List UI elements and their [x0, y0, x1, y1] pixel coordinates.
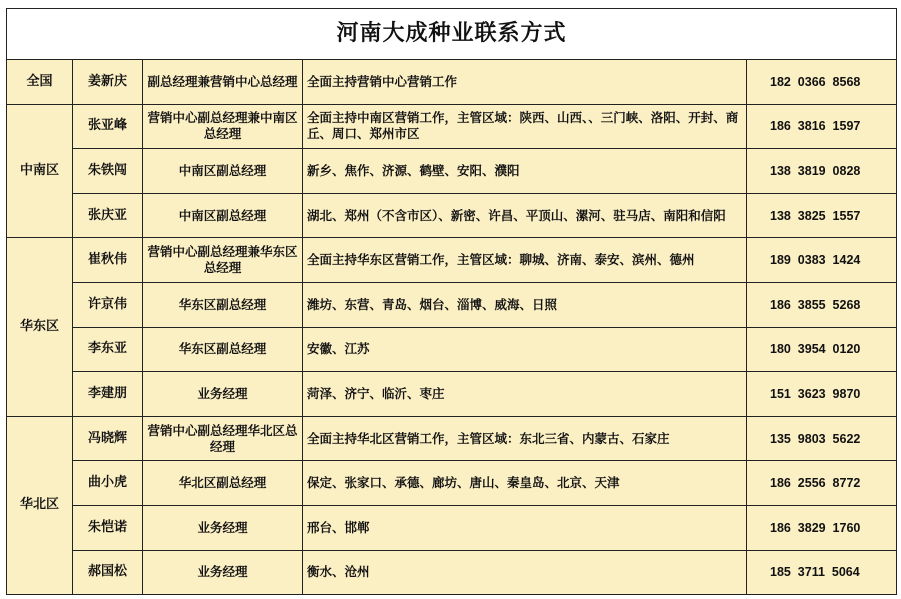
table-row — [7, 238, 897, 283]
contact-phone: 186 3829 1760 — [747, 505, 897, 550]
table-row — [7, 149, 897, 194]
contact-duty: 保定、张家口、承德、廊坊、唐山、秦皇岛、北京、天津 — [303, 461, 747, 506]
contact-table — [6, 8, 897, 595]
contact-phone: 151 3623 9870 — [747, 372, 897, 417]
contact-position: 华东区副总经理 — [143, 282, 303, 327]
contact-name: 曲小虎 — [73, 461, 143, 506]
table-row — [7, 327, 897, 372]
contact-phone: 180 3954 0120 — [747, 327, 897, 372]
contact-phone: 135 9803 5622 — [747, 416, 897, 461]
contact-name: 冯晓辉 — [73, 416, 143, 461]
region-cell: 中南区 — [7, 104, 73, 238]
contact-duty: 全面主持中南区营销工作，主管区域：陕西、山西、、三门峡、洛阳、开封、商丘、周口、郑州市区 — [303, 104, 747, 149]
contact-duty: 安徽、江苏 — [303, 327, 747, 372]
contact-duty: 全面主持华东区营销工作，主管区域：聊城、济南、泰安、滨州、德州 — [303, 238, 747, 283]
contact-position: 营销中心副总经理兼中南区总经理 — [143, 104, 303, 149]
contact-position: 业务经理 — [143, 550, 303, 595]
contact-phone: 189 0383 1424 — [747, 238, 897, 283]
contact-position: 业务经理 — [143, 505, 303, 550]
contact-duty: 衡水、沧州 — [303, 550, 747, 595]
contact-position: 副总经理兼营销中心总经理 — [143, 60, 303, 105]
table-row — [7, 505, 897, 550]
contact-name: 李东亚 — [73, 327, 143, 372]
contact-duty: 湖北、郑州（不含市区）、新密、许昌、平顶山、漯河、驻马店、南阳和信阳 — [303, 193, 747, 238]
table-row — [7, 282, 897, 327]
contact-duty: 潍坊、东营、青岛、烟台、淄博、威海、日照 — [303, 282, 747, 327]
table-row — [7, 461, 897, 506]
table-row — [7, 193, 897, 238]
contact-duty: 全面主持华北区营销工作，主管区域：东北三省、内蒙古、石家庄 — [303, 416, 747, 461]
contact-position: 业务经理 — [143, 372, 303, 417]
contact-position: 中南区副总经理 — [143, 193, 303, 238]
table-row — [7, 550, 897, 595]
contact-duty: 全面主持营销中心营销工作 — [303, 60, 747, 105]
contact-position: 营销中心副总经理兼华东区总经理 — [143, 238, 303, 283]
contact-phone: 186 3816 1597 — [747, 104, 897, 149]
contact-name: 郝国松 — [73, 550, 143, 595]
table-row — [7, 60, 897, 105]
region-cell: 华东区 — [7, 238, 73, 416]
table-row — [7, 104, 897, 149]
contact-duty: 新乡、焦作、济源、鹤壁、安阳、濮阳 — [303, 149, 747, 194]
contact-table-wrapper — [6, 8, 896, 595]
contact-name: 张亚峰 — [73, 104, 143, 149]
contact-phone: 186 2556 8772 — [747, 461, 897, 506]
contact-name: 朱铁闯 — [73, 149, 143, 194]
table-row — [7, 416, 897, 461]
region-cell: 全国 — [7, 60, 73, 105]
region-cell: 华北区 — [7, 416, 73, 594]
contact-phone: 185 3711 5064 — [747, 550, 897, 595]
contact-name: 张庆亚 — [73, 193, 143, 238]
table-row — [7, 372, 897, 417]
contact-position: 营销中心副总经理华北区总经理 — [143, 416, 303, 461]
contact-position: 华东区副总经理 — [143, 327, 303, 372]
contact-name: 许京伟 — [73, 282, 143, 327]
contact-phone: 182 0366 8568 — [747, 60, 897, 105]
contact-name: 朱恺诺 — [73, 505, 143, 550]
contact-duty: 邢台、邯郸 — [303, 505, 747, 550]
contact-name: 李建朋 — [73, 372, 143, 417]
contact-phone: 138 3819 0828 — [747, 149, 897, 194]
contact-position: 中南区副总经理 — [143, 149, 303, 194]
contact-name: 姜新庆 — [73, 60, 143, 105]
contact-phone: 138 3825 1557 — [747, 193, 897, 238]
contact-phone: 186 3855 5268 — [747, 282, 897, 327]
contact-name: 崔秋伟 — [73, 238, 143, 283]
contact-duty: 菏泽、济宁、临沂、枣庄 — [303, 372, 747, 417]
page-title: 河南大成种业联系方式 — [7, 9, 897, 60]
contact-position: 华北区副总经理 — [143, 461, 303, 506]
